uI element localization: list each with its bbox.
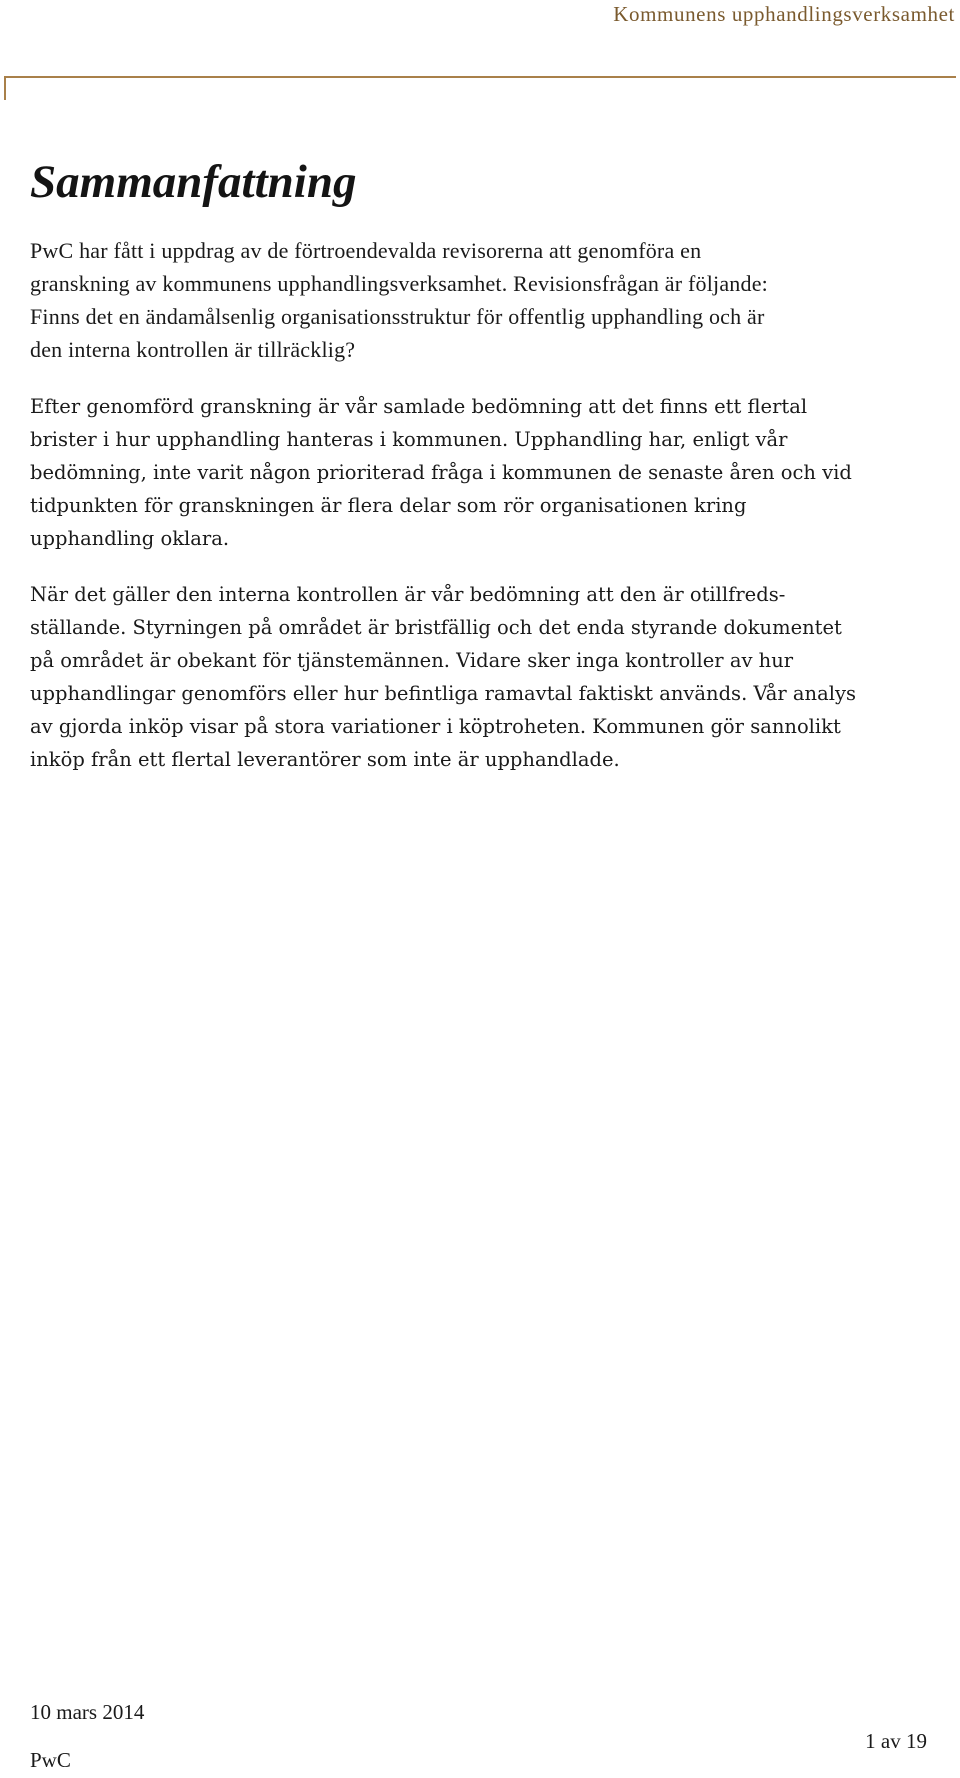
header-divider bbox=[4, 76, 956, 78]
paragraph-overall-assessment: Efter genomförd granskning är vår samlade bedömning att det finns ett flertal brister i hur upphandling hanteras i kommunen. Upphandling har, enligt vår bedömning, inte varit någon prioriterad fråga i kommunen de senaste åren och vid tidpunkten för granskningen är flera delar som rör organisationen kring upphandling oklara. bbox=[30, 395, 852, 550]
paragraph-internal-control: När det gäller den interna kontrollen är vår bedömning att den är otillfreds- ställande. Styrningen på området är bristfällig och det enda styrande dokumentet på området är obekant för tjänstemännen. Vidare sker inga kontroller av hur upphandlingar genomförs eller hur befintliga ramavtal faktiskt används. Vår analys av gjorda inköp visar på stora variationer i köptroheten. Kommunen gör sannolikt inköp från ett flertal leverantörer som inte är upphandlade. bbox=[30, 583, 856, 771]
running-header-title: Kommunens upphandlingsverksamhet bbox=[613, 2, 955, 26]
paragraph-assignment: PwC har fått i uppdrag av de förtroendevalda revisorerna att genomföra en granskning av kommunens upphandlingsverksamhet. Revisionsfrågan är följande: Finns det en ändamålsenlig organisationsstruktur för offentlig upphandling och är den interna kontrollen är tillräcklig? bbox=[30, 238, 768, 362]
page-number: 1 av 19 bbox=[865, 1729, 927, 1753]
header-divider-tick bbox=[4, 76, 6, 100]
page-title: Sammanfattning bbox=[30, 156, 357, 208]
footer-date: 10 mars 2014 bbox=[30, 1700, 145, 1724]
footer-organization: PwC bbox=[30, 1748, 71, 1772]
